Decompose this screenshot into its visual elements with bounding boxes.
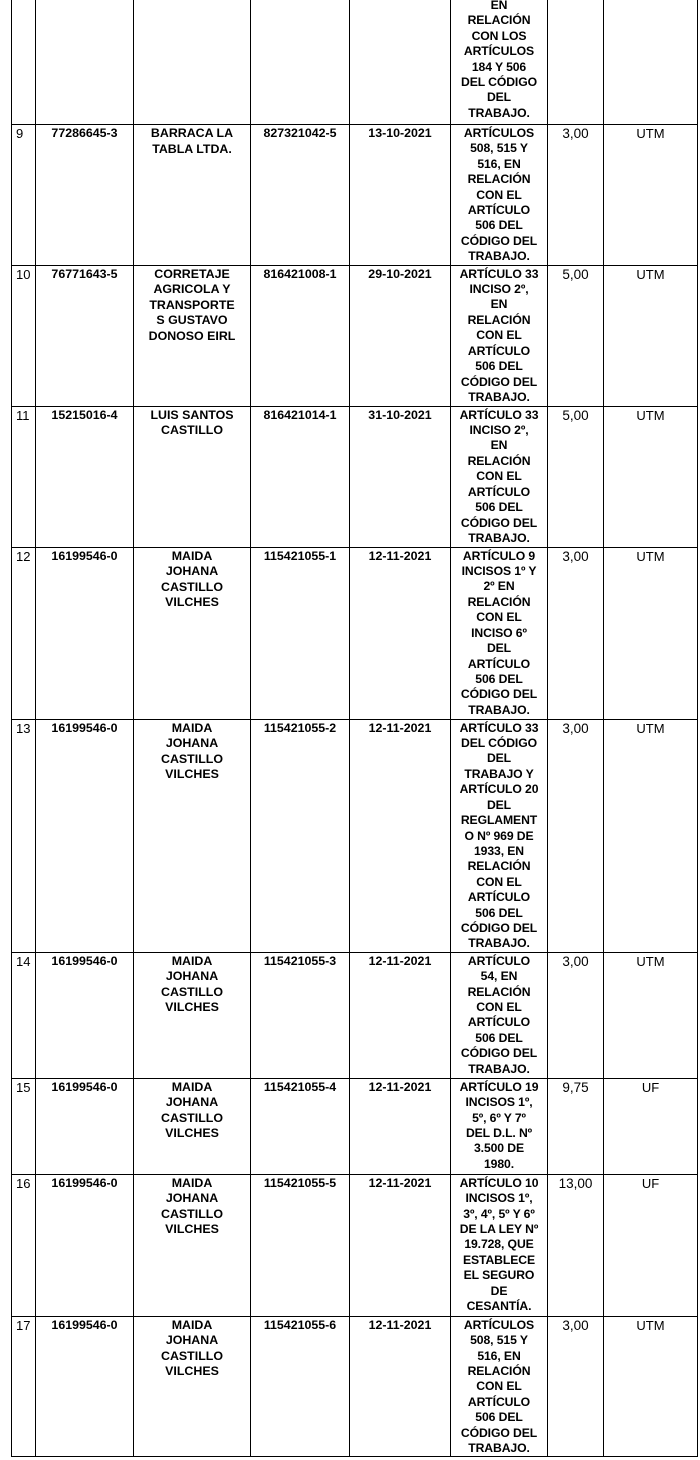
- name-cell-line: BARRACA LA: [150, 126, 234, 140]
- article-cell-line: RELACIÓN: [467, 453, 531, 468]
- resolution-number-cell: 816421014-1: [251, 406, 350, 547]
- article-cell-line: 506 DEL: [475, 500, 523, 515]
- date-cell: 13-10-2021: [350, 125, 451, 266]
- article-cell-line: 506 DEL: [475, 1410, 523, 1425]
- resolution-number-cell: [251, 0, 350, 125]
- article-cell-line: ARTÍCULO: [467, 890, 531, 905]
- name-cell-line: LUIS SANTOS: [150, 407, 234, 422]
- amount-cell: 3,00: [548, 547, 604, 719]
- article-cell-line: ARTÍCULO: [467, 343, 531, 358]
- table-row: [12, 406, 698, 547]
- article-cell-line: RELACIÓN: [467, 984, 531, 999]
- article-cell-line: REGLAMENT: [460, 813, 538, 828]
- article-cell-line: ARTÍCULO: [467, 953, 531, 968]
- name-cell-line: CASTILLO: [161, 423, 223, 438]
- name-cell-line: JOHANA: [165, 736, 219, 751]
- article-cell-line: TRABAJO.: [468, 249, 530, 264]
- article-cell-line: DE: [490, 1283, 508, 1298]
- article-cell-line: DEL CÓDIGO: [461, 75, 537, 90]
- article-cell-line: 3.500 DE: [473, 1141, 524, 1156]
- date-cell: 12-11-2021: [350, 1174, 451, 1316]
- name-cell-line: CASTILLO: [161, 1206, 223, 1221]
- row-number-cell: 13: [12, 719, 36, 952]
- resolution-number-cell: 827321042-5: [251, 125, 350, 266]
- date-cell: 12-11-2021: [350, 547, 451, 719]
- rut-cell: 16199546-0: [36, 547, 134, 719]
- article-cell-line: INCISO 2º,: [469, 282, 529, 297]
- article-cell-line: 54, EN: [480, 969, 518, 984]
- article-cell-line: EN: [490, 0, 508, 12]
- article-cell-line: 5º, 6º Y 7º: [472, 1110, 526, 1125]
- name-cell-line: CASTILLO: [161, 751, 223, 766]
- name-cell-line: VILCHES: [165, 1222, 219, 1237]
- article-cell-line: 508, 515 Y: [470, 1333, 528, 1348]
- article-cell-line: DE LA LEY Nº: [459, 1221, 539, 1236]
- article-cell-line: ARTÍCULO 33: [459, 720, 539, 735]
- article-cell-line: CON EL: [476, 469, 522, 484]
- rut-cell: 16199546-0: [36, 1316, 134, 1457]
- article-cell-line: EL SEGURO: [463, 1268, 535, 1283]
- article-cell: [451, 265, 548, 406]
- date-cell: 12-11-2021: [350, 952, 451, 1078]
- article-cell-line: 506 DEL: [475, 359, 523, 374]
- unit-cell: [604, 0, 698, 125]
- article-cell-line: 1933, EN: [473, 843, 524, 858]
- rut-cell: 16199546-0: [36, 1174, 134, 1316]
- amount-cell: 3,00: [548, 719, 604, 952]
- rut-cell: 76771643-5: [36, 265, 134, 406]
- name-cell: [134, 1174, 251, 1316]
- article-cell-line: EN: [490, 438, 508, 453]
- article-cell-line: 3º, 4º, 5º Y 6º: [463, 1206, 535, 1221]
- row-number-cell: 17: [12, 1316, 36, 1457]
- name-cell-line: MAIDA: [171, 1079, 213, 1094]
- article-cell-line: RELACIÓN: [467, 172, 531, 187]
- article-cell-line: CESANTÍA.: [466, 1299, 532, 1313]
- fines-table: [11, 0, 698, 1457]
- article-cell-line: ARTÍCULO: [467, 656, 531, 671]
- rut-cell: [36, 0, 134, 125]
- article-cell-line: 506 DEL: [475, 905, 523, 920]
- name-cell: [134, 0, 251, 125]
- name-cell-line: CASTILLO: [161, 984, 223, 999]
- row-number-cell: 15: [12, 1078, 36, 1174]
- article-cell-line: INCISOS 1º,: [465, 1095, 533, 1110]
- article-cell: [451, 125, 548, 266]
- amount-cell: 5,00: [548, 406, 604, 547]
- article-cell-line: ARTÍCULOS: [463, 1317, 535, 1332]
- row-number-cell: 9: [12, 125, 36, 266]
- article-cell-line: ESTABLECE: [462, 1252, 535, 1267]
- name-cell-line: S GUSTAVO: [156, 313, 228, 328]
- article-cell-line: O Nº 969 DE: [464, 828, 534, 843]
- article-cell-line: 516, EN: [477, 156, 521, 171]
- table-row: [12, 1174, 698, 1316]
- article-cell-line: DEL: [486, 797, 512, 812]
- article-cell-line: CÓDIGO DEL: [460, 233, 538, 248]
- article-cell-line: DEL: [486, 90, 512, 105]
- article-cell-line: DEL: [486, 751, 512, 766]
- date-cell: [350, 0, 451, 125]
- name-cell-line: VILCHES: [165, 767, 219, 782]
- amount-cell: 9,75: [548, 1078, 604, 1174]
- article-cell-line: 506 DEL: [475, 218, 523, 233]
- name-cell-line: CASTILLO: [161, 579, 223, 594]
- article-cell-line: RELACIÓN: [467, 312, 531, 327]
- article-cell-line: TRABAJO.: [468, 936, 530, 951]
- article-cell-line: CON LOS: [471, 28, 527, 43]
- rut-cell: 16199546-0: [36, 952, 134, 1078]
- article-cell-line: 184 Y 506: [471, 59, 527, 74]
- article-cell-line: CON EL: [476, 610, 522, 625]
- amount-cell: 3,00: [548, 125, 604, 266]
- article-cell-line: 508, 515 Y: [470, 141, 528, 156]
- amount-cell: 13,00: [548, 1174, 604, 1316]
- name-cell-line: CASTILLO: [161, 1348, 223, 1363]
- unit-cell: UF: [604, 1174, 698, 1316]
- article-cell-line: TRABAJO.: [468, 530, 530, 545]
- table-row: [12, 265, 698, 406]
- article-cell-line: ARTÍCULO 10: [459, 1175, 539, 1190]
- article-cell: [451, 719, 548, 952]
- date-cell: 12-11-2021: [350, 719, 451, 952]
- name-cell-line: TABLA LTDA.: [152, 141, 232, 156]
- amount-cell: 3,00: [548, 1316, 604, 1457]
- name-cell: [134, 719, 251, 952]
- name-cell: [134, 952, 251, 1078]
- row-number-cell: 12: [12, 547, 36, 719]
- table-row: [12, 125, 698, 266]
- name-cell-line: MAIDA: [171, 953, 213, 968]
- resolution-number-cell: 115421055-4: [251, 1078, 350, 1174]
- article-cell-line: CON EL: [476, 1379, 522, 1394]
- amount-cell: 3,00: [548, 952, 604, 1078]
- table-row: [12, 719, 698, 952]
- article-cell-line: INCISOS 1º,: [465, 1191, 533, 1206]
- article-cell-line: DEL CÓDIGO: [461, 736, 537, 751]
- article-cell: [451, 547, 548, 719]
- article-cell-line: ARTÍCULO 33: [459, 407, 539, 422]
- rut-cell: 16199546-0: [36, 1078, 134, 1174]
- name-cell-line: TRANSPORTE: [149, 297, 235, 312]
- article-cell-line: CÓDIGO DEL: [460, 1046, 538, 1061]
- row-number-cell: 10: [12, 265, 36, 406]
- table-row: [12, 0, 698, 125]
- article-cell-line: CÓDIGO DEL: [460, 1425, 538, 1440]
- article-cell-line: CON EL: [476, 328, 522, 343]
- article-cell-line: DEL: [486, 641, 512, 656]
- resolution-number-cell: 816421008-1: [251, 265, 350, 406]
- article-cell: [451, 952, 548, 1078]
- article-cell-line: TRABAJO.: [468, 389, 530, 404]
- article-cell-line: RELACIÓN: [467, 1363, 531, 1378]
- article-cell-line: CÓDIGO DEL: [460, 920, 538, 935]
- table-row: [12, 1078, 698, 1174]
- article-cell-line: 2º EN: [483, 579, 515, 594]
- article-cell-line: ARTÍCULO 20: [459, 782, 539, 797]
- article-cell-line: RELACIÓN: [467, 859, 531, 874]
- name-cell-line: JOHANA: [165, 1333, 219, 1348]
- article-cell-line: ARTÍCULOS: [463, 126, 535, 140]
- resolution-number-cell: 115421055-1: [251, 547, 350, 719]
- article-cell-line: ARTÍCULO 33: [459, 266, 539, 281]
- name-cell: [134, 125, 251, 266]
- unit-cell: UTM: [604, 406, 698, 547]
- name-cell-line: JOHANA: [165, 1095, 219, 1110]
- date-cell: 29-10-2021: [350, 265, 451, 406]
- name-cell-line: VILCHES: [165, 1126, 219, 1141]
- name-cell-line: MAIDA: [171, 720, 213, 735]
- fines-table-body: [12, 0, 698, 1457]
- unit-cell: UTM: [604, 952, 698, 1078]
- article-cell-line: ARTÍCULO: [467, 1394, 531, 1409]
- article-cell-line: CON EL: [476, 874, 522, 889]
- article-cell-line: 516, EN: [477, 1348, 521, 1363]
- row-number-cell: 14: [12, 952, 36, 1078]
- unit-cell: UTM: [604, 719, 698, 952]
- article-cell: [451, 1316, 548, 1457]
- article-cell-line: INCISO 2º,: [469, 423, 529, 438]
- name-cell-line: JOHANA: [165, 969, 219, 984]
- article-cell-line: ARTÍCULOS: [463, 44, 535, 59]
- rut-cell: 16199546-0: [36, 719, 134, 952]
- article-cell-line: EN: [490, 297, 508, 312]
- article-cell-line: 1980.: [484, 1156, 514, 1171]
- name-cell-line: CORRETAJE: [154, 266, 230, 281]
- name-cell-line: VILCHES: [165, 1364, 219, 1379]
- resolution-number-cell: 115421055-5: [251, 1174, 350, 1316]
- article-cell-line: CON EL: [476, 999, 522, 1014]
- unit-cell: UF: [604, 1078, 698, 1174]
- article-cell-line: INCISOS 1º Y: [461, 564, 537, 579]
- table-row: [12, 547, 698, 719]
- unit-cell: UTM: [604, 265, 698, 406]
- name-cell: [134, 406, 251, 547]
- unit-cell: UTM: [604, 1316, 698, 1457]
- article-cell-line: TRABAJO Y: [464, 766, 534, 781]
- article-cell: [451, 406, 548, 547]
- article-cell-line: ARTÍCULO 9: [462, 548, 536, 563]
- date-cell: 12-11-2021: [350, 1078, 451, 1174]
- article-cell-line: CON EL: [476, 187, 522, 202]
- name-cell-line: AGRICOLA Y: [153, 282, 231, 297]
- amount-cell: 5,00: [548, 265, 604, 406]
- name-cell-line: MAIDA: [171, 1317, 213, 1332]
- name-cell-line: MAIDA: [171, 548, 213, 563]
- article-cell-line: ARTÍCULO 19: [459, 1079, 539, 1094]
- name-cell-line: JOHANA: [165, 564, 219, 579]
- article-cell-line: ARTÍCULO: [467, 203, 531, 218]
- article-cell-line: RELACIÓN: [467, 13, 531, 28]
- article-cell-line: TRABAJO.: [468, 105, 530, 120]
- article-cell: [451, 1174, 548, 1316]
- article-cell-line: 506 DEL: [475, 671, 523, 686]
- article-cell-line: DEL D.L. Nº: [465, 1125, 533, 1140]
- row-number-cell: 16: [12, 1174, 36, 1316]
- row-number-cell: 11: [12, 406, 36, 547]
- article-cell-line: TRABAJO.: [468, 702, 530, 717]
- article-cell-line: 506 DEL: [475, 1030, 523, 1045]
- table-row: [12, 1316, 698, 1457]
- article-cell-line: TRABAJO.: [468, 1061, 530, 1076]
- article-cell: [451, 0, 548, 125]
- row-number-cell: [12, 0, 36, 125]
- article-cell-line: CÓDIGO DEL: [460, 687, 538, 702]
- name-cell-line: JOHANA: [165, 1191, 219, 1206]
- amount-cell: [548, 0, 604, 125]
- table-row: [12, 952, 698, 1078]
- article-cell-line: INCISO 6º: [471, 625, 527, 640]
- date-cell: 12-11-2021: [350, 1316, 451, 1457]
- name-cell: [134, 1078, 251, 1174]
- resolution-number-cell: 115421055-6: [251, 1316, 350, 1457]
- name-cell: [134, 265, 251, 406]
- article-cell-line: CÓDIGO DEL: [460, 515, 538, 530]
- name-cell-line: MAIDA: [171, 1175, 213, 1190]
- date-cell: 31-10-2021: [350, 406, 451, 547]
- article-cell-line: RELACIÓN: [467, 594, 531, 609]
- article-cell-line: CÓDIGO DEL: [460, 374, 538, 389]
- unit-cell: UTM: [604, 125, 698, 266]
- rut-cell: 15215016-4: [36, 406, 134, 547]
- resolution-number-cell: 115421055-2: [251, 719, 350, 952]
- article-cell-line: ARTÍCULO: [467, 1015, 531, 1030]
- article-cell: [451, 1078, 548, 1174]
- name-cell-line: DONOSO EIRL: [148, 328, 236, 343]
- article-cell-line: ARTÍCULO: [467, 484, 531, 499]
- rut-cell: 77286645-3: [36, 125, 134, 266]
- name-cell: [134, 1316, 251, 1457]
- article-cell-line: TRABAJO.: [468, 1441, 530, 1455]
- name-cell-line: VILCHES: [165, 595, 219, 610]
- unit-cell: UTM: [604, 547, 698, 719]
- name-cell-line: VILCHES: [165, 1000, 219, 1015]
- article-cell-line: 19.728, QUE: [464, 1237, 534, 1252]
- name-cell-line: CASTILLO: [161, 1110, 223, 1125]
- resolution-number-cell: 115421055-3: [251, 952, 350, 1078]
- name-cell: [134, 547, 251, 719]
